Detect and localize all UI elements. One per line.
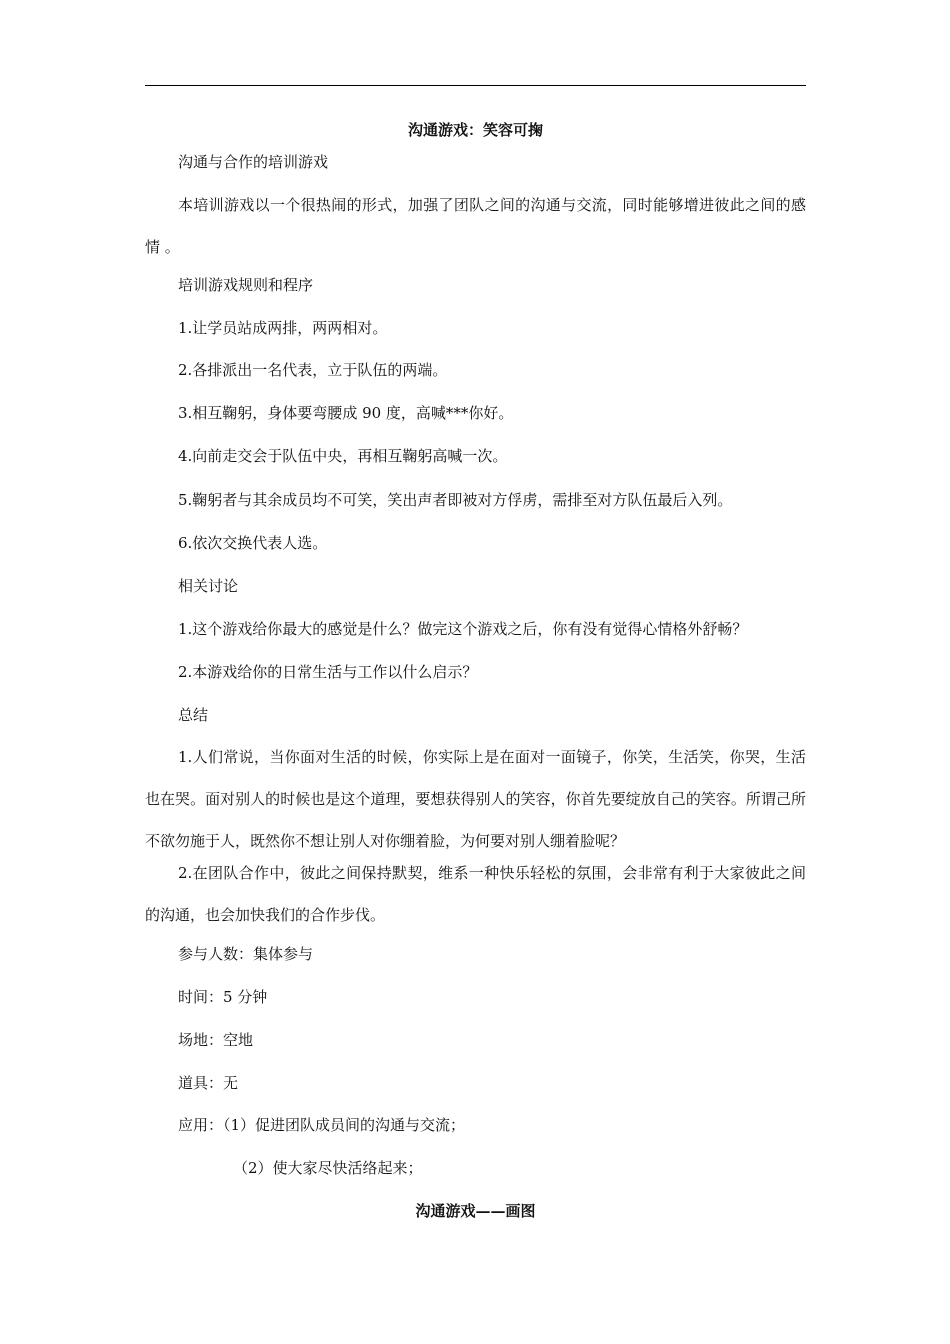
discussion-heading: 相关讨论 — [178, 577, 239, 595]
rule-item: 3.相互鞠躬，身体要弯腰成 90 度，高喊***你好。 — [178, 404, 514, 422]
application-line: 应用：（1）促进团队成员间的沟通与交流； — [178, 1116, 466, 1134]
venue-line: 场地：空地 — [178, 1031, 254, 1049]
next-section-title: 沟通游戏——画图 — [415, 1202, 536, 1220]
rule-item: 6.依次交换代表人选。 — [178, 534, 328, 552]
summary-paragraph: 1.人们常说，当你面对生活的时候，你实际上是在面对一面镜子，你笑，生活笑，你哭，生活也在哭。面对别人的时候也是这个道理，要想获得别人的笑容，你首先要绽放自己的笑容。所谓己所不欲勿施于人，既然你不想让别人对你绷着脸，为何要对别人绷着脸呢？ — [145, 748, 806, 850]
intro-paragraph: 本培训游戏以一个很热闹的形式，加强了团队之间的沟通与交流，同时能够增进彼此之间的感情 。 — [145, 196, 806, 256]
rule-item: 5.鞠躬者与其余成员均不可笑，笑出声者即被对方俘虏，需排至对方队伍最后入列。 — [178, 491, 733, 509]
time-line: 时间：5 分钟 — [178, 988, 268, 1006]
rule-item: 4.向前走交会于队伍中央，再相互鞠躬高喊一次。 — [178, 447, 508, 465]
discussion-item: 1.这个游戏给你最大的感觉是什么？做完这个游戏之后，你有没有觉得心情格外舒畅？ — [178, 620, 748, 638]
rule-item: 2.各排派出一名代表，立于队伍的两端。 — [178, 361, 448, 379]
summary-paragraph: 2.在团队合作中，彼此之间保持默契，维系一种快乐轻松的氛围，会非常有利于大家彼此之间的沟通，也会加快我们的合作步伐。 — [145, 864, 806, 924]
document-title: 沟通游戏：笑容可掬 — [407, 121, 543, 139]
discussion-item: 2.本游戏给你的日常生活与工作以什么启示？ — [178, 663, 478, 681]
summary-heading: 总结 — [178, 706, 209, 724]
header-rule — [145, 85, 806, 86]
props-line: 道具：无 — [178, 1074, 239, 1092]
rules-heading: 培训游戏规则和程序 — [178, 276, 314, 294]
application-line: （2）使大家尽快活络起来； — [233, 1159, 423, 1177]
rule-item: 1.让学员站成两排，两两相对。 — [178, 319, 388, 337]
subtitle: 沟通与合作的培训游戏 — [178, 153, 329, 171]
participants-line: 参与人数：集体参与 — [178, 945, 314, 963]
